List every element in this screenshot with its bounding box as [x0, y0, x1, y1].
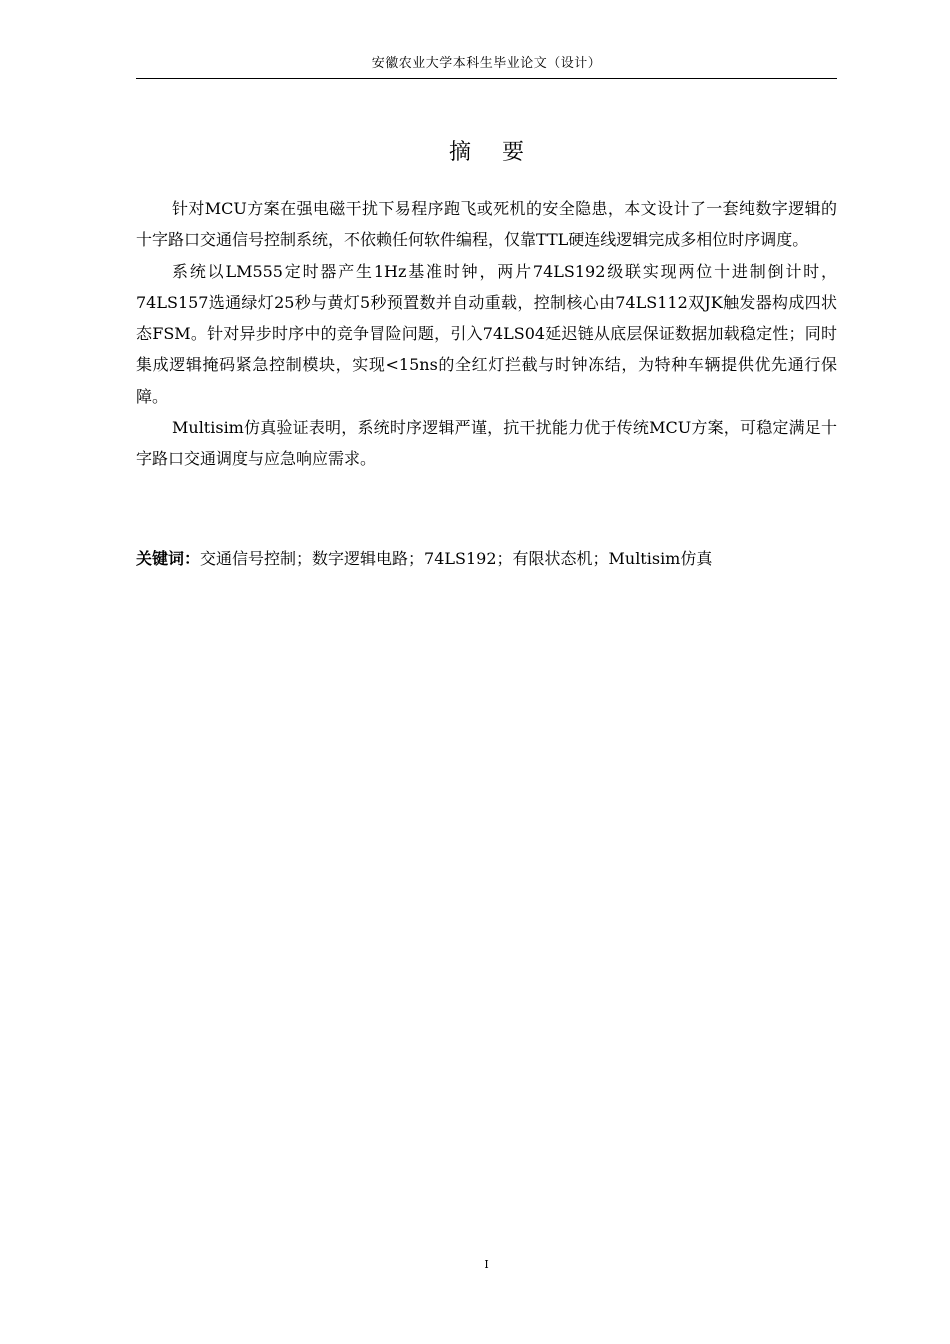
abstract-title: 摘 要 [449, 140, 536, 165]
keywords-text: 交通信号控制；数字逻辑电路；74LS192；有限状态机；Multisim仿真 [200, 549, 713, 568]
abstract-paragraph-1: 针对MCU方案在强电磁干扰下易程序跑飞或死机的安全隐患，本文设计了一套纯数字逻辑的十字路口交通信号控制系统，不依赖任何软件编程，仅靠TTL硬连线逻辑完成多相位时序调度。 [136, 199, 837, 250]
keywords-line [136, 545, 837, 573]
keywords-label: 关键词： [136, 549, 201, 568]
page-number: I [484, 1258, 489, 1271]
header-divider [136, 78, 837, 79]
abstract-paragraph-3: Multisim仿真验证表明，系统时序逻辑严谨，抗干扰能力优于传统MCU方案，可稳定满足十字路口交通调度与应急响应需求。 [136, 418, 837, 469]
abstract-body [136, 193, 837, 475]
running-header: 安徽农业大学本科生毕业论文（设计） [371, 56, 602, 71]
abstract-paragraph-2: 系统以LM555定时器产生1Hz基准时钟，两片74LS192级联实现两位十进制倒计时，74LS157选通绿灯25秒与黄灯5秒预置数并自动重载，控制核心由74LS112双JK触发器构成四状态FSM。针对异步时序中的竞争冒险问题，引入74LS04延迟链从底层保证数据加载稳定性；同时集成逻辑掩码紧急控制模块，实现<15ns的全红灯拦截与时钟冻结，为特种车辆提供优先通行保障。 [136, 261, 837, 406]
